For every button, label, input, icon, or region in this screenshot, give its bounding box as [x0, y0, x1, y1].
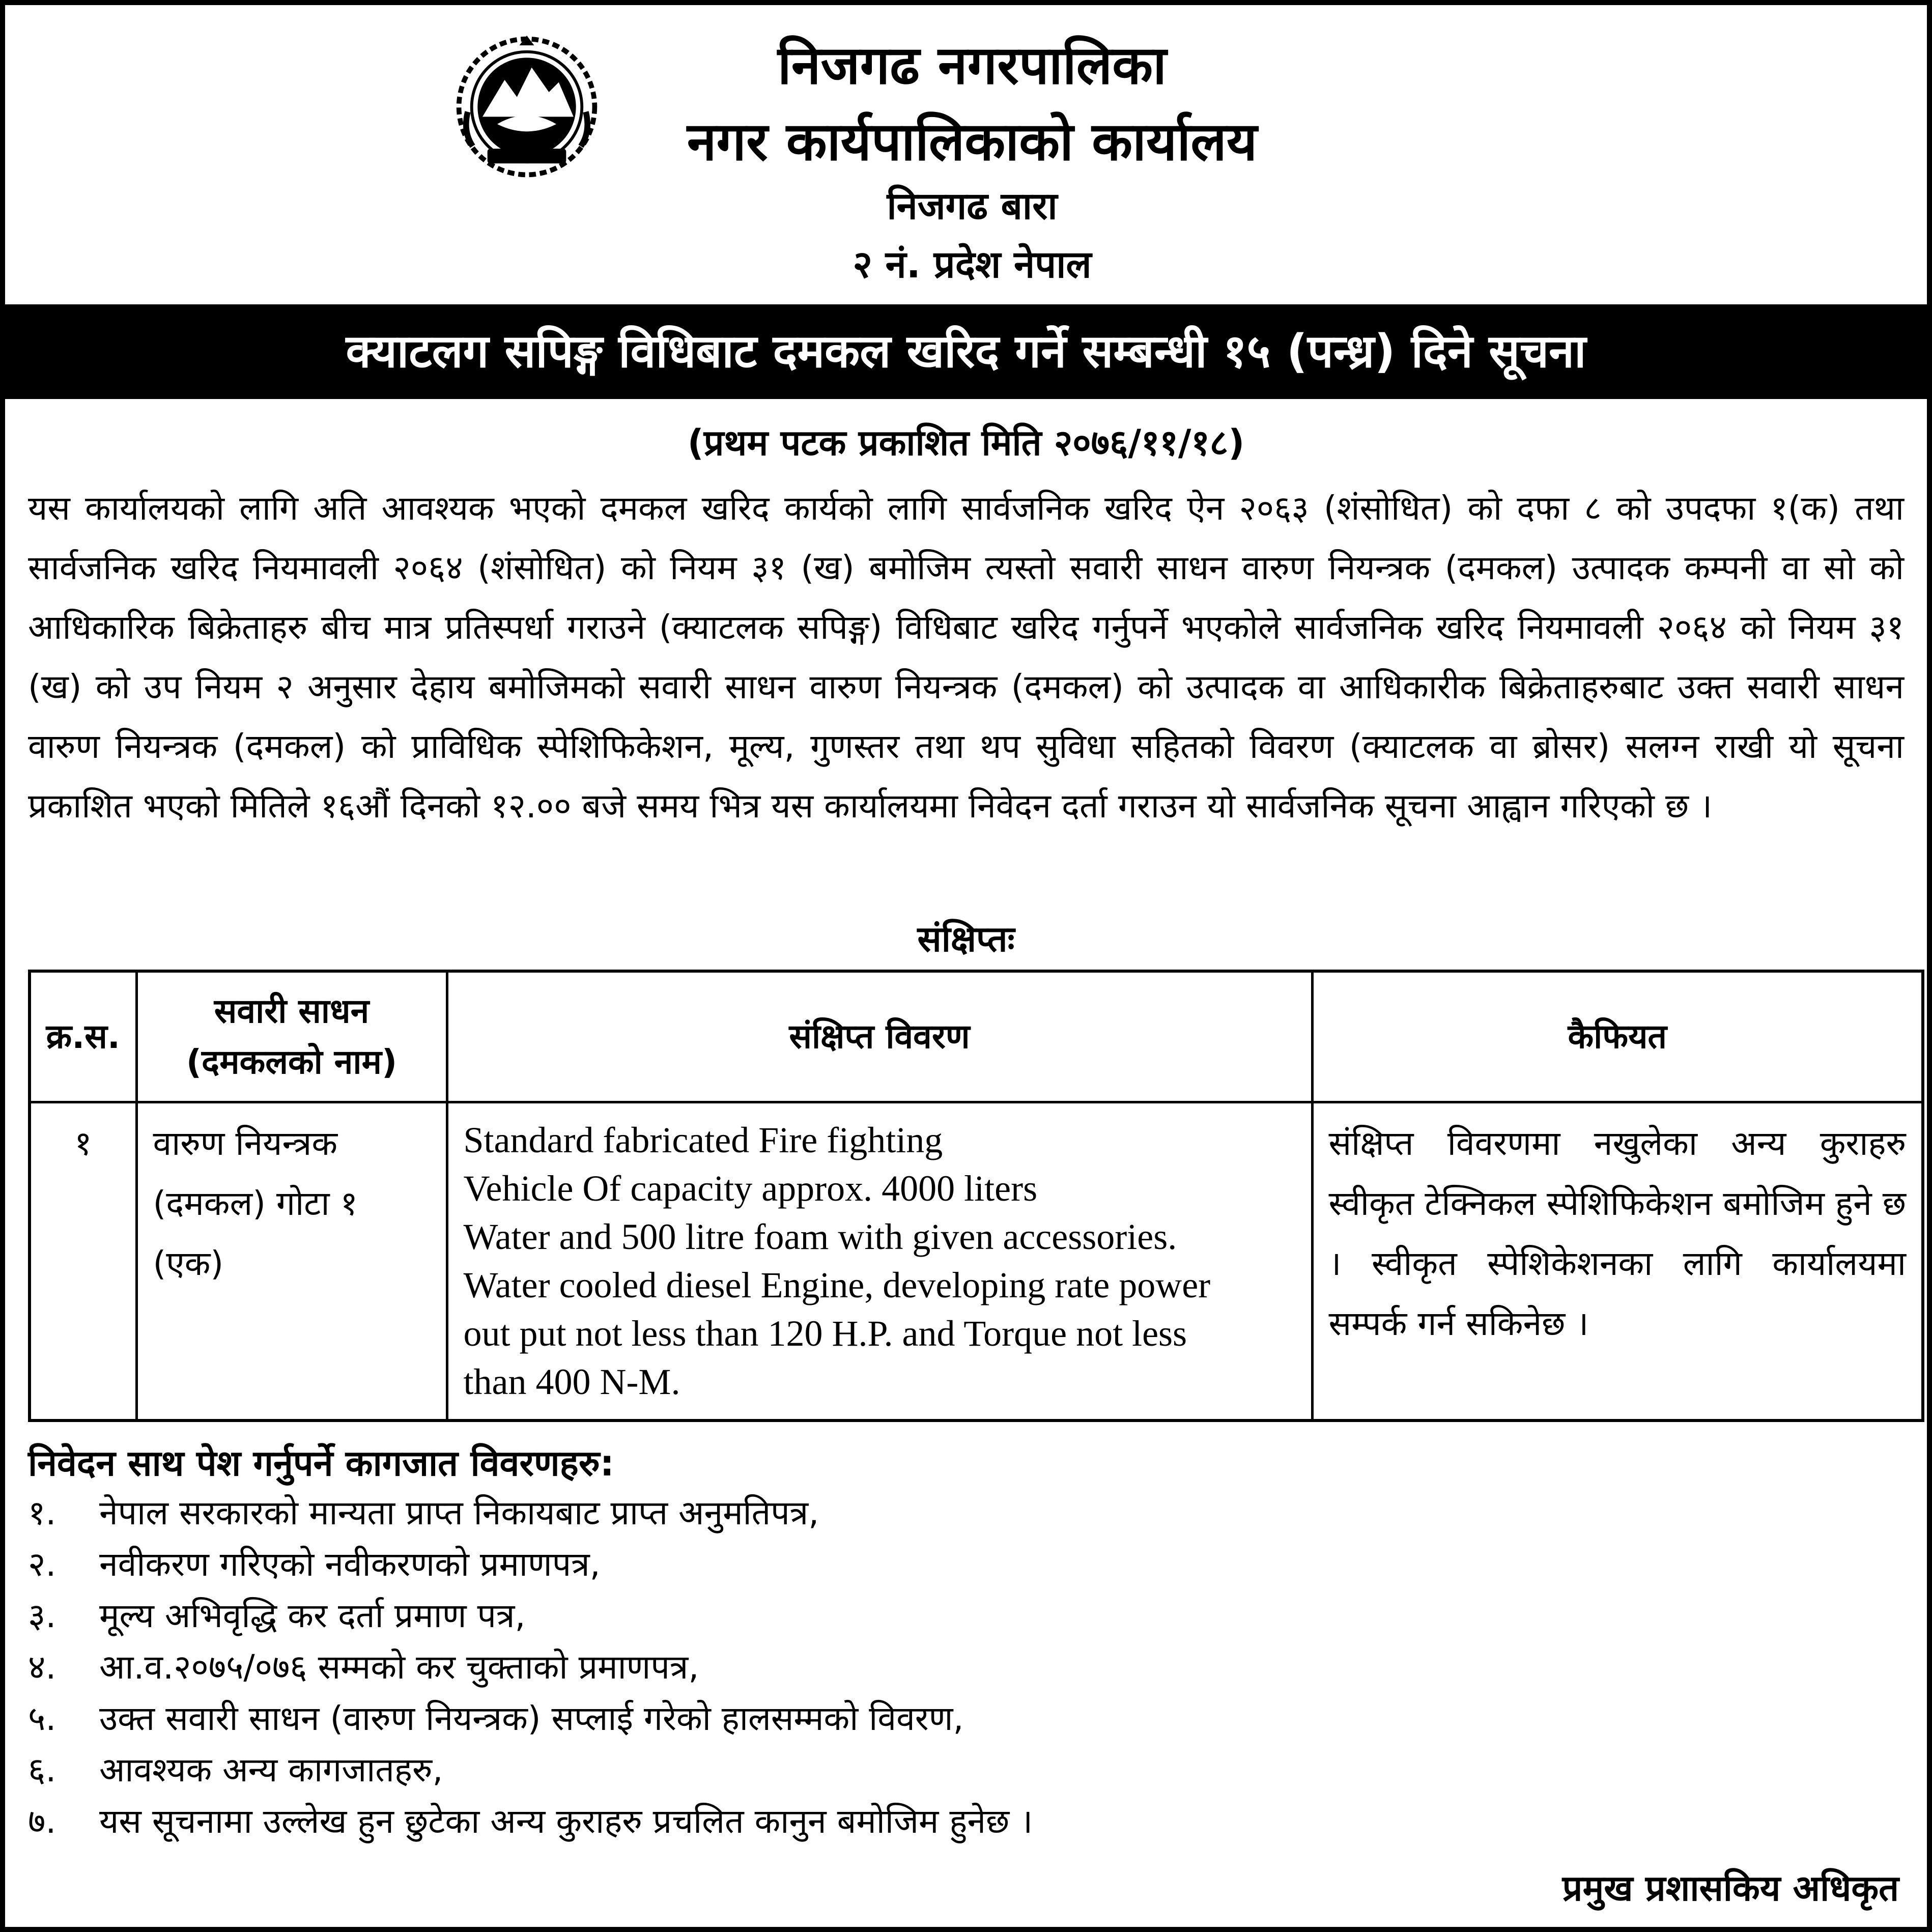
- description-line: Standard fabricated Fire fighting: [463, 1120, 943, 1160]
- description-line: Vehicle Of capacity approx. 4000 liters: [463, 1168, 1038, 1209]
- list-item-number: ७.: [28, 1802, 56, 1841]
- list-item-text: नवीकरण गरिएको नवीकरणको प्रमाणपत्र,: [99, 1545, 601, 1584]
- list-item-text: आवश्यक अन्य कागजातहरु,: [99, 1750, 443, 1789]
- list-item: [28, 1744, 1033, 1796]
- notice-body: यस कार्यालयको लागि अति आवश्यक भएको दमकल खरिद कार्यको लागि सार्वजनिक खरिद ऐन २०६३ (शंसोधित) को दफा ८ को उपदफा १(क) तथा सार्वजनिक खरिद नियमावली २०६४ (शंसोधित) को नियम ३१ (ख) बमोजिम त्यस्तो सवारी साधन वारुण नियन्त्रक (दमकल) उत्पादक कम्पनी वा सो को आधिकारिक बिक्रेताहरु बीच मात्र प्रतिस्पर्धा गराउने (क्याटलक सपिङ्ग) विधिबाट खरिद गर्नुपर्ने भएकोले सार्वजनिक खरिद नियमावली २०६४ को नियम ३१ (ख) को उप नियम २ अनुसार देहाय बमोजिमको सवारी साधन वारुण नियन्त्रक (दमकल) को उत्पादक वा आधिकारीक बिक्रेताहरुबाट उक्त सवारी साधन वारुण नियन्त्रक (दमकल) को प्राविधिक स्पेशिफिकेशन, मूल्य, गुणस्तर तथा थप सुविधा सहितको विवरण (क्याटलक वा ब्रोसर) सलग्न राखी यो सूचना प्रकाशित भएको मितिले १६औं दिनको १२.०० बजे समय भित्र यस कार्यालयमा निवेदन दर्ता गराउन यो सार्वजनिक सूचना आह्वान गरिएको छ ।: [28, 489, 1904, 826]
- summary-heading: संक्षिप्तः: [917, 918, 1015, 960]
- list-item: [28, 1539, 1033, 1590]
- header-remarks: कैफियत: [1312, 971, 1923, 1102]
- description-line: Water and 500 litre foam with given accessories.: [463, 1216, 1177, 1257]
- row-remarks: संक्षिप्त विवरणमा नखुलेका अन्य कुराहरु स्वीकृत टेक्निकल स्पेशिफिकेशन बमोजिम हुने छ । स्वीकृत स्पेशिकेशनका लागि कार्यालयमा सम्पर्क गर्न सकिनेछ ।: [1312, 1102, 1923, 1421]
- header-vehicle-line1: सवारी साधन: [214, 991, 370, 1031]
- municipality-name: निजगढ नगरपालिका: [777, 34, 1167, 96]
- header-vehicle-line2: (दमकलको नाम): [186, 1042, 397, 1082]
- list-item-number: ४.: [28, 1647, 56, 1687]
- list-item: [28, 1590, 1033, 1641]
- notice-title-banner: क्याटलग सपिङ्ग विधिबाट दमकल खरिद गर्ने सम्बन्धी १५ (पन्ध्र) दिने सूचना: [5, 304, 1927, 399]
- table-row: [30, 1102, 1923, 1421]
- signatory-title: प्रमुख प्रशासकिय अधिकृत: [1562, 1867, 1899, 1909]
- list-item-number: ६.: [28, 1750, 56, 1789]
- description-line: than 400 N-M.: [463, 1361, 680, 1402]
- required-documents-list: [28, 1487, 1033, 1847]
- table-header-row: [30, 971, 1923, 1102]
- list-item-text: आ.व.२०७५/०७६ सम्मको कर चुक्ताको प्रमाणपत्र,: [99, 1647, 699, 1687]
- row-vehicle-name: वारुण नियन्त्रक (दमकल) गोटा १ (एक): [136, 1102, 447, 1421]
- description-line: out put not less than 120 H.P. and Torque not less: [463, 1313, 1187, 1354]
- list-item: [28, 1641, 1033, 1693]
- list-item-number: ५.: [28, 1699, 56, 1738]
- province-name: २ नं. प्रदेश नेपाल: [853, 243, 1092, 287]
- list-item-number: ३.: [28, 1596, 56, 1635]
- header-description: संक्षिप्त विवरण: [447, 971, 1312, 1102]
- list-item: [28, 1796, 1033, 1847]
- header-vehicle: [136, 971, 447, 1102]
- row-serial-number: १: [30, 1102, 136, 1421]
- office-location: निजगढ बारा: [887, 184, 1058, 228]
- header-serial-number: क्र.स.: [30, 971, 136, 1102]
- list-item-text: नेपाल सरकारको मान्यता प्राप्त निकायबाट प्राप्त अनुमतिपत्र,: [99, 1493, 819, 1532]
- list-item-number: २.: [28, 1545, 56, 1584]
- list-item: [28, 1487, 1033, 1539]
- office-name: नगर कार्यपालिकाको कार्यालय: [687, 110, 1258, 173]
- list-item-text: मूल्य अभिवृद्धि कर दर्ता प्रमाण पत्र,: [99, 1596, 526, 1635]
- list-item-text: यस सूचनामा उल्लेख हुन छुटेका अन्य कुराहरु प्रचलित कानुन बमोजिम हुनेछ ।: [99, 1802, 1033, 1841]
- required-documents-heading: निवेदन साथ पेश गर्नुपर्ने कागजात विवरणहरु:: [28, 1442, 614, 1484]
- list-item-number: १.: [28, 1493, 56, 1532]
- list-item-text: उक्त सवारी साधन (वारुण नियन्त्रक) सप्लाई गरेको हालसम्मको विवरण,: [99, 1699, 964, 1738]
- publication-date: (प्रथम पटक प्रकाशित मिति २०७६/११/१८): [687, 422, 1245, 464]
- description-line: Water cooled diesel Engine, developing rate power: [463, 1265, 1211, 1305]
- notice-header: [5, 5, 1927, 300]
- specification-table: [28, 970, 1924, 1422]
- row-description: [447, 1102, 1312, 1421]
- list-item: [28, 1693, 1033, 1744]
- nepal-government-emblem-icon: [453, 33, 601, 181]
